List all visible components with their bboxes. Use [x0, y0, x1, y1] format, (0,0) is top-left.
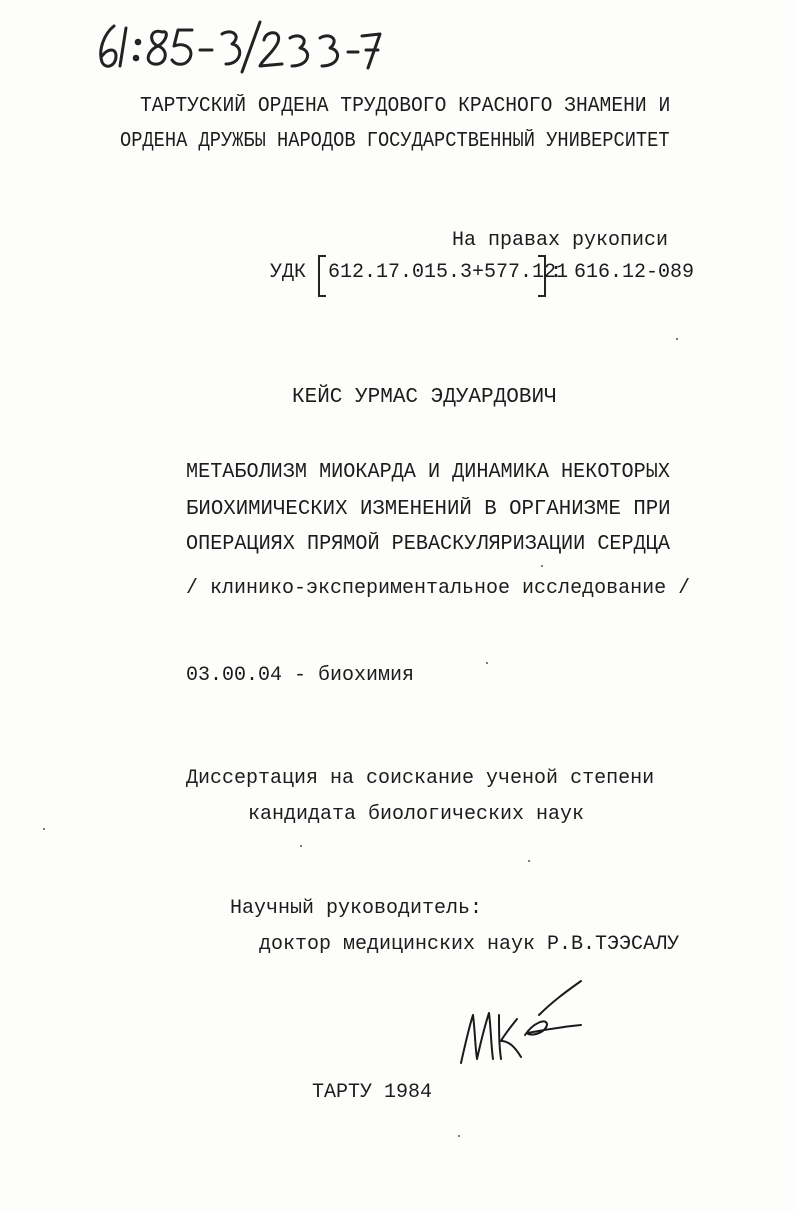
degree-line-1: Диссертация на соискание ученой степени: [186, 767, 655, 790]
scan-speck: [528, 860, 530, 862]
udk-label: УДК: [270, 261, 307, 284]
title-line-2: БИОХИМИЧЕСКИХ ИЗМЕНЕНИЙ В ОРГАНИЗМЕ ПРИ: [186, 498, 671, 521]
scan-speck: [486, 662, 488, 664]
university-line-2: ОРДЕНА ДРУЖБЫ НАРОДОВ ГОСУДАРСТВЕННЫЙ УНИВЕРСИТЕТ: [120, 130, 670, 153]
udk-line: [270, 255, 695, 295]
handwritten-archive-number: [92, 8, 382, 78]
scan-speck: [458, 1135, 460, 1137]
udk-bracket-left: [318, 255, 326, 297]
handwritten-signature: [455, 975, 595, 1070]
specialty-code: 03.00.04 - биохимия: [186, 664, 415, 687]
scan-speck: [300, 845, 302, 847]
scan-speck: [676, 338, 678, 340]
degree-line-2: кандидата биологических наук: [248, 803, 585, 826]
title-line-3: ОПЕРАЦИЯХ ПРЯМОЙ РЕВАСКУЛЯРИЗАЦИИ СЕРДЦА: [186, 533, 670, 556]
university-line-1: ТАРТУСКИЙ ОРДЕНА ТРУДОВОГО КРАСНОГО ЗНАМЕНИ И: [140, 95, 671, 118]
place-and-year: ТАРТУ 1984: [312, 1081, 433, 1104]
subtitle: / клинико-экспериментальное исследование /: [186, 577, 691, 600]
supervisor-label: Научный руководитель:: [230, 897, 483, 920]
title-line-1: МЕТАБОЛИЗМ МИОКАРДА И ДИНАМИКА НЕКОТОРЫХ: [186, 461, 670, 484]
udk-suffix: : 616.12-089: [550, 261, 695, 284]
manuscript-rights: На правах рукописи: [452, 229, 669, 252]
supervisor-name: доктор медицинских наук Р.В.ТЭЭСАЛУ: [259, 933, 680, 956]
udk-bracket-right: [538, 255, 546, 297]
udk-code: 612.17.015.3+577.121: [328, 261, 569, 284]
author-name: КЕЙС УРМАС ЭДУАРДОВИЧ: [292, 386, 557, 409]
scan-speck: [43, 828, 45, 830]
scan-speck: [541, 565, 543, 567]
